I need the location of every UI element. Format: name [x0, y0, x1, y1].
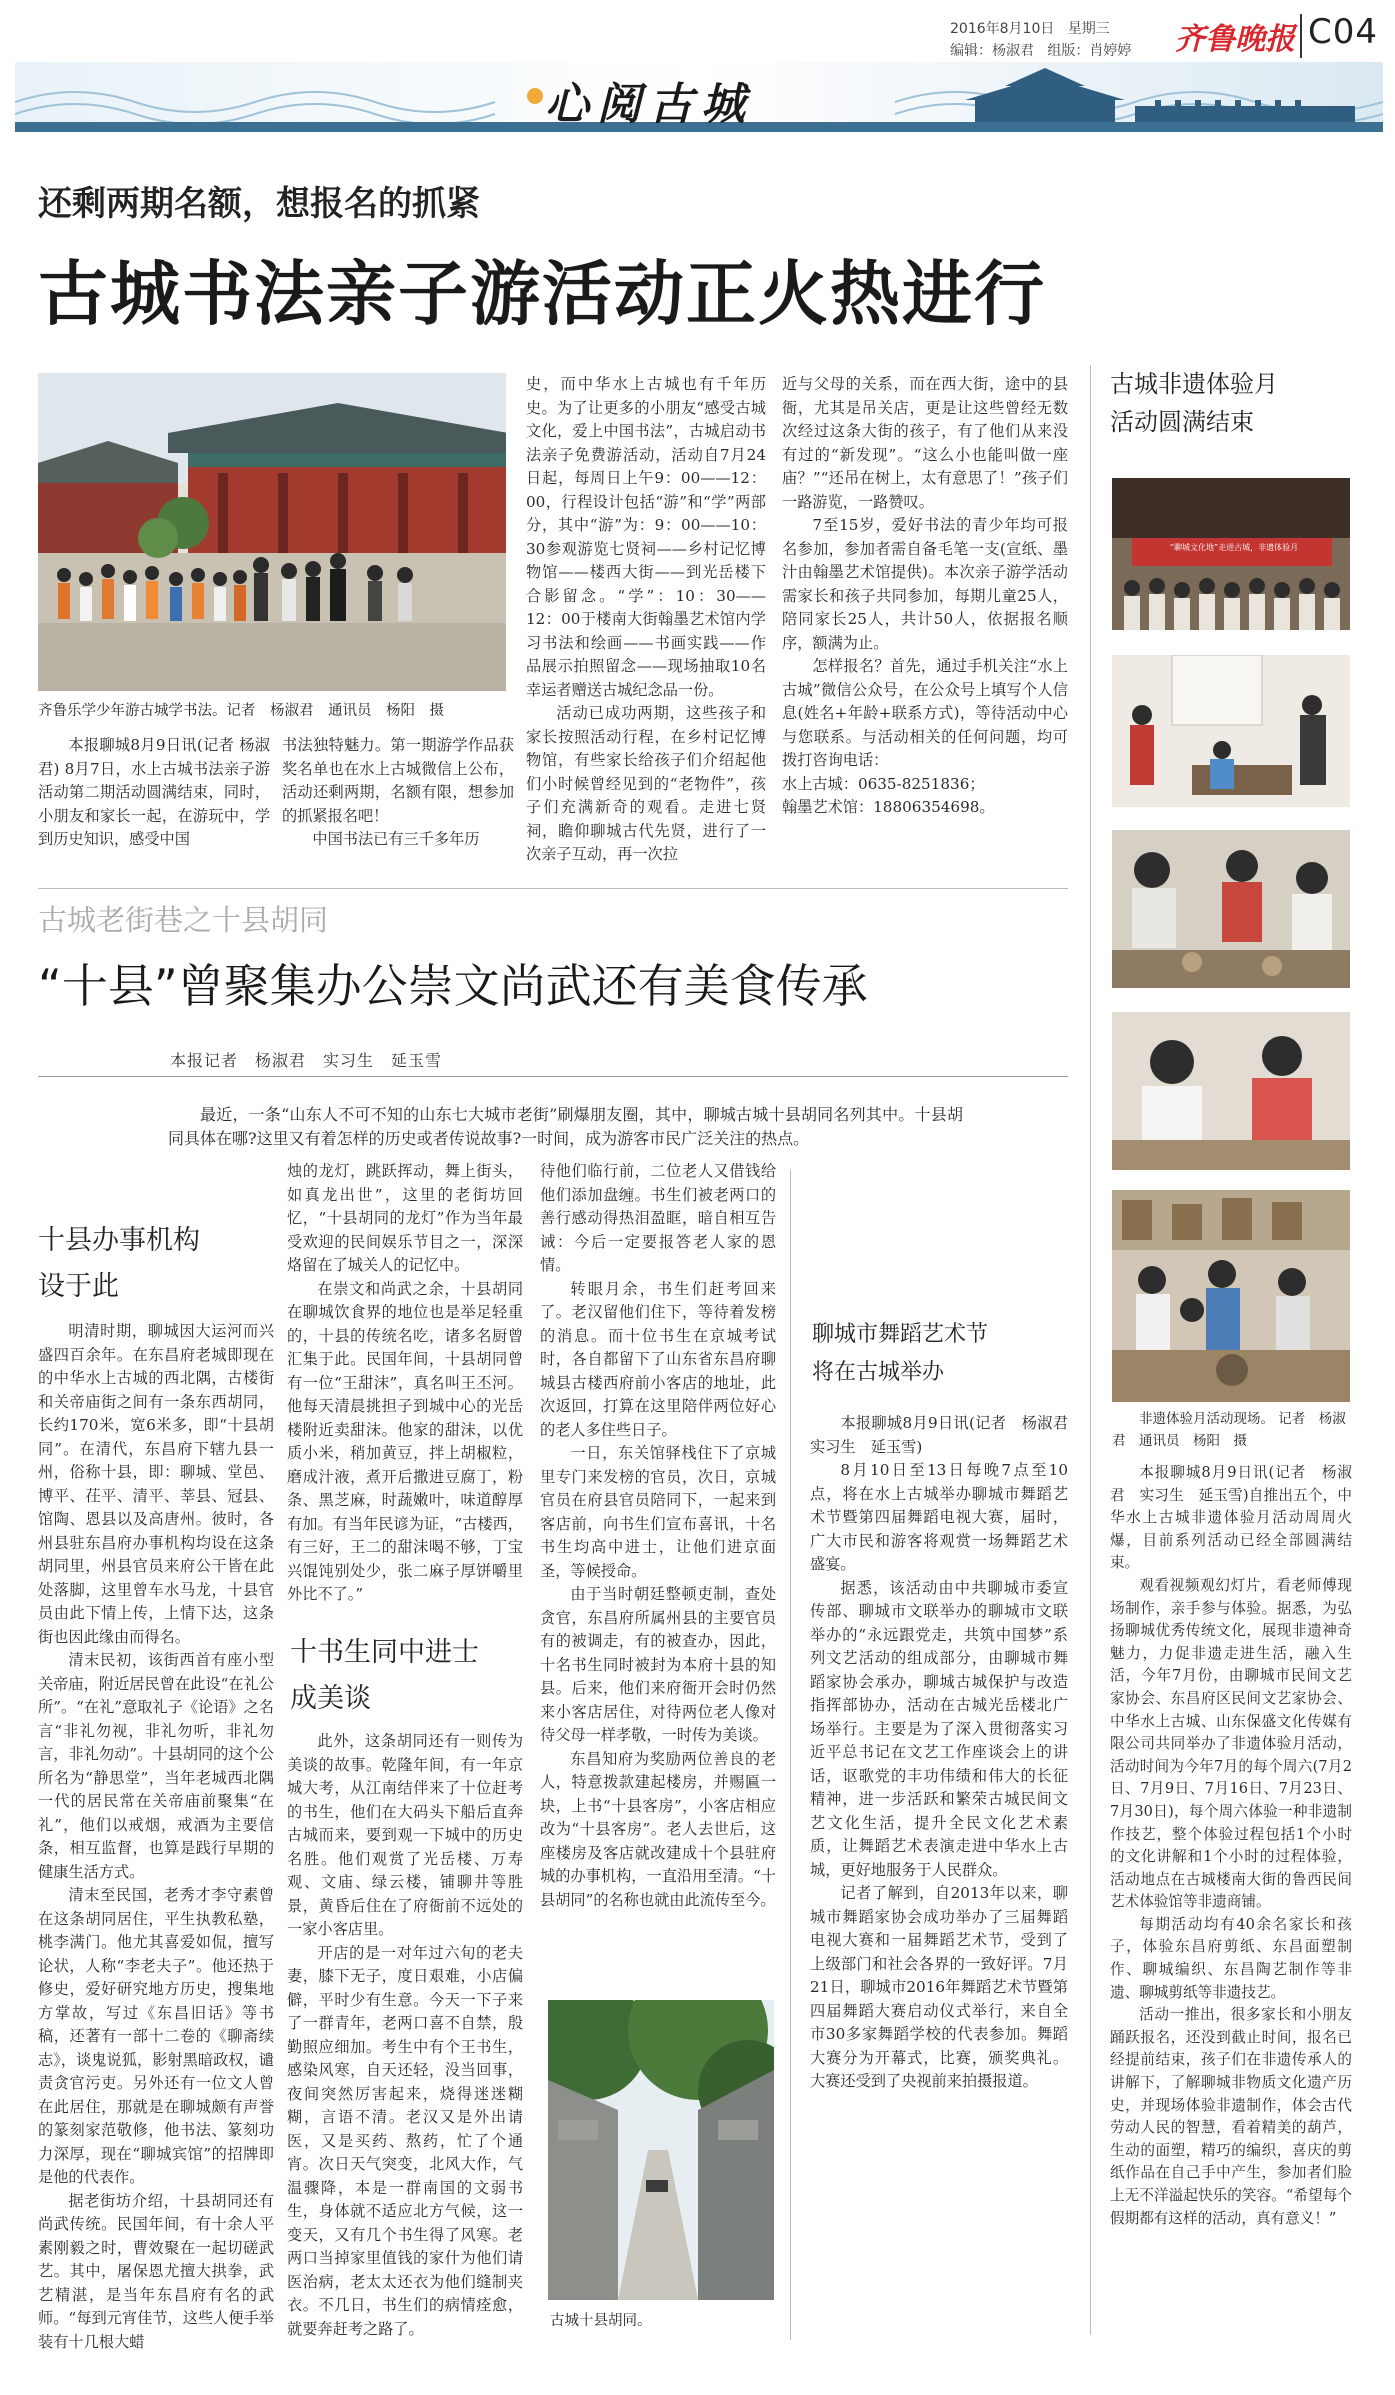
- sidebar-p1: [1110, 1462, 1352, 1575]
- section-divider: [38, 888, 1068, 889]
- sidebar-photo-1-art: [1112, 478, 1350, 630]
- third-headline: [812, 1316, 988, 1392]
- third-headline-line2: 将在古城举办: [812, 1360, 945, 1385]
- sidebar-p1-text: 自推出五个，中华水上古城非遗体验月活动周周火爆，目前系列活动已经全部圆满结束。: [1110, 1486, 1352, 1572]
- second-col-3: [540, 1160, 776, 1912]
- sidebar-p3: 每期活动均有40余名家长和孩子，体验东昌府剪纸、东昌面塑制作、聊城编织、东昌陶艺制作等非遗、聊城剪纸等非遗技艺。: [1110, 1915, 1352, 2001]
- lead-col1-para: [38, 734, 270, 852]
- lead-col2-p2: 中国书法已有三千多年历: [312, 830, 480, 848]
- third-byline: 本报聊城8月9日讯(记者 杨淑君 实习生 延玉雪): [810, 1414, 1084, 1456]
- second-lead-text: 最近，一条“山东人不可不知的山东七大城市老街”刷爆朋友圈，其中，聊城古城十县胡同名列其中。十县胡同具体在哪?这里又有着怎样的历史或者传说故事?一时间，成为游客市民广泛关注的热点。: [168, 1105, 963, 1148]
- sidebar-photo-3: [1112, 830, 1350, 988]
- sidebar-photo-4: [1112, 1012, 1350, 1170]
- subhead-2-line2: 成美谈: [290, 1683, 371, 1714]
- lead-photo-art: [38, 373, 506, 691]
- lead-col3-p2: 活动已成功两期，这些孩子和家长按照活动行程，在乡村记忆博物馆，有些家长给孩子们介绍起他们小时候曾经见到的“老物件”，孩子们充满新奇的观看。走进七贤祠，瞻仰聊城古代先贤，进行了一次亲子互动，再一次拉: [526, 704, 766, 863]
- c3-p4: 由于当时朝廷整顿吏制，查处贪官，东昌府所属州县的主要官员有的被调走，有的被查办，因此，十名书生同时被封为本府十县的知县。后来，他们来府衙开会时仍然来小客店居住，对待两位老人像对待父母一样孝敬，一时传为美谈。: [540, 1585, 776, 1744]
- second-col-1: [38, 1320, 274, 2354]
- alley-photo: [548, 2000, 774, 2300]
- alley-photo-art: [548, 2000, 774, 2300]
- sidebar-photo-caption: 非遗体验月活动现场。 记者 杨淑君 通讯员 杨阳 摄: [1112, 1411, 1346, 1449]
- sidebar-body: [1110, 1462, 1352, 2230]
- sidebar-p2: 观看视频观幻灯片，看老师傅现场制作，亲手参与体验。据悉，为弘扬聊城优秀传统文化，展现非遗神奇魅力，力促非遗走进生活，融入生活，今年7月份，由聊城市民间文艺家协会、东昌府区民间文艺家协会、中华水上古城、山东保盛文化传媒有限公司共同举办了非遗体验月活动，活动时间为今年7月的每个周六(7月2日、7月9日、7月16日、7月23日、7月30日)，每个周六体验一种非遗制作技艺，整个体验过程包括1个小时的文化讲解和1个小时的过程体验，活动地点在古城楼南大街的鲁西民间艺术体验馆等非遗商铺。: [1110, 1576, 1352, 1911]
- sidebar-photo-1: [1112, 478, 1350, 630]
- c3-p2: 转眼月余，书生们赶考回来了。老汉留他们住下，等待着发榜的消息。而十位书生在京城考试时，各自都留下了山东省东昌府聊城县古楼西府前小客店的地址，此次返回，打算在这里陪伴两位好心的老人多住些日子。: [540, 1279, 776, 1439]
- third-p0: [810, 1412, 1084, 1459]
- lead-photo-caption: 齐鲁乐学少年游古城学书法。记者 杨淑君 通讯员 杨阳 摄: [38, 703, 444, 719]
- lead-kicker: 还剩两期名额，想报名的抓紧: [38, 184, 480, 224]
- lead-col-4: [782, 373, 1068, 820]
- lead-col4-p3: 怎样报名？首先，通过手机关注“水上古城”微信公众号，在公众号上填写个人信息(姓名+年龄+联系方式)，等待活动中心与您联系。与活动相关的任何问题，均可拨打咨询电话：: [782, 657, 1068, 769]
- contact-2: 翰墨艺术馆：18806354698。: [782, 798, 995, 816]
- subhead-2-line1: 十书生同中进士: [290, 1637, 479, 1668]
- third-p3: 记者了解到，自2013年以来，聊城市舞蹈家协会成功举办了三届舞蹈电视大赛和一届舞蹈艺术节，受到了上级部门和社会各界的一致好评。7月21日，聊城市2016年舞蹈艺术节暨第四届舞蹈大赛启动仪式举行，来自全市30多家舞蹈学校的代表参加。舞蹈大赛分为开幕式，比赛，颁奖典礼。大赛还受到了央视前来拍摄报道。: [810, 1884, 1068, 2090]
- sidebar-photo-2-art: [1112, 655, 1350, 807]
- editor-line: [950, 40, 1131, 60]
- page-code: C04: [1308, 12, 1379, 52]
- c1-p1: 明清时期，聊城因大运河而兴盛四百余年。在东昌府老城即现在的中华水上古城的西北隅，古楼街和关帝庙街之间有一条东西胡同，长约170米，宽6米多，即“十县胡同”。在清代，东昌府下辖九县一州，俗称十县，即：聊城、堂邑、博平、茌平、清平、莘县、冠县、馆陶、恩县以及高唐州。彼时，各州县驻东昌府办事机构均设在这条胡同里，州县官员来府公干皆在此处落脚，这里曾车水马龙，十县官员由此下情上传，上情下达，这条街也因此缘由而得名。: [38, 1322, 274, 1646]
- lead-col3-p1: 史，而中华水上古城也有千年历史。为了让更多的小朋友“感受古城文化，爱上中国书法”，古城启动书法亲子免费游活动，活动自7月24日起，每周日上午9：00——12：00，行程设计包括“游”和“学”两部分，其中“游”为：9：00——10：30参观游览七贤祠——乡村记忆博物馆——楼西大街——到光岳楼下合影留念。“学”：10：30——12：00于楼南大街翰墨艺术馆内学习书法和绘画——书画实践——作品展示拍照留念——现场抽取10名幸运者赠送古城纪念品一份。: [526, 375, 766, 699]
- third-article-divider: [790, 1170, 791, 2340]
- paper-name-logo: 齐鲁晚报: [1175, 22, 1295, 57]
- lead-headline: 古城书法亲子游活动正火热进行: [38, 253, 1046, 335]
- sidebar-photo-5-art: [1112, 1190, 1350, 1402]
- lead-col-2: [282, 734, 514, 852]
- subhead-1-line1: 十县办事机构: [38, 1225, 200, 1256]
- second-lead: [168, 1103, 963, 1151]
- lead-col4-p1: 近与父母的关系，而在西大街，途中的县衙，尤其是吊关店，更是让这些曾经无数次经过这条大街的孩子，有了他们从来没有过的“新发现”。“这么小也能叫做一座庙？”“还吊在树上，太有意思了！”孩子们一路游览，一路赞叹。: [782, 375, 1068, 511]
- c3-p3: 一日，东关馆驿栈住下了京城里专门来发榜的官员，次日，京城官员在府县官员陪同下，一起来到客店前，向书生们宣布喜讯，十名书生均高中进士，让他们进京面圣，等候授命。: [540, 1444, 776, 1580]
- sidebar-photo-2: [1112, 655, 1350, 807]
- c1-p3: 清末至民国，老秀才李守素曾在这条胡同居住，平生执教私塾，桃李满门。他尤其喜爱如侃，擅写论状，人称“李老夫子”。他还热于修史，爱好研究地方历史，搜集地方掌故，写过《东昌旧话》等书稿，还著有一部十二卷的《聊斋续志》，谈鬼说狐，影射黑暗政权，谴责贪官污吏。另外还有一位文人曾在此居住，那就是在聊城颇有声誉的篆刻家范敬修，他书法、篆刻功力深厚，现在“聊城宾馆”的招牌即是他的代表作。: [38, 1886, 274, 2186]
- c2-p2: 在崇文和尚武之余，十县胡同在聊城饮食界的地位也是举足轻重的，十县的传统名吃，诸多名厨曾汇集于此。民国年间，十县胡同曾有一位“王甜沫”，真名叫王丕河。他每天清晨挑担子到城中心的光岳楼附近卖甜沫。他家的甜沫，以优质小米，稍加黄豆，拌上胡椒粒，磨成汁液，煮开后撒进豆腐丁，粉条、黑芝麻，时蔬嫩叶，味道醇厚有加。有当年民谚为证，“古楼西，有三好，王二的甜沫喝不够，丁宝兴馄饨别处少，张二麻子厚饼嚼里外比不了。”: [287, 1279, 523, 1603]
- lead-col1-text: 8月7日，水上古城书法亲子游活动第二期活动圆满结束，同时，小朋友和家长一起，在游玩中，学到历史知识，感受中国: [38, 759, 271, 848]
- lead-col2-p1: 书法独特魅力。第一期游学作品获奖名单也在水上古城微信上公布，活动还剩两期，名额有限，想参加的抓紧报名吧！: [282, 736, 514, 825]
- sidebar-divider: [1090, 365, 1091, 2335]
- second-kicker: 古城老街巷之十县胡同: [38, 903, 329, 937]
- sidebar-banner-text: “聊城文化地”走进古城，非遗体验月: [1169, 543, 1299, 552]
- issue-date: 2016年8月10日: [950, 21, 1055, 37]
- second-byline: 本报记者 杨淑君 实习生 延玉雪: [170, 1051, 443, 1070]
- third-body: [810, 1412, 1084, 2094]
- sidebar-byline: 本报聊城8月9日讯(记者 杨淑君 实习生 延玉雪): [1110, 1464, 1352, 1504]
- lead-col-3: [526, 373, 766, 867]
- lead-col-1: [38, 734, 270, 852]
- alley-photo-caption: 古城十县胡同。: [550, 2313, 652, 2329]
- byline-rule: [38, 1076, 1068, 1077]
- third-p2: 据悉，该活动由中共聊城市委宣传部、聊城市文联举办的聊城市文联举办的“永远跟党走，共筑中国梦”系列文艺活动的组成部分，由聊城市舞蹈家协会承办，聊城古城保护与改造指挥部协办，活动在古城光岳楼北广场举行。主要是为了深入贯彻落实习近平总书记在文艺工作座谈会上的讲话，讴歌党的丰功伟绩和伟大的长征精神，进一步活跃和繁荣古城民间文艺文化生活，提升全民文化艺术素质，让舞蹈艺术表演走进中华水上古城，更好地服务于人民群众。: [810, 1578, 1068, 1879]
- sidebar-title-line1: 古城非遗体验月: [1110, 370, 1278, 398]
- c2-p3: 此外，这条胡同还有一则传为美谈的故事。乾隆年间，有一年京城大考，从江南结伴来了十位赶考的书生，他们在大码头下船后直奔古城而来，要到观一下城中的历史名胜。他们观赏了光岳楼、万寿观、文庙、绿云楼，铺聊井等胜景，黄昏后住在了府衙前不远处的一家小客店里。: [287, 1732, 523, 1938]
- sidebar-photo-4-art: [1112, 1012, 1350, 1170]
- editor-name: 编辑：杨淑君: [950, 43, 1034, 59]
- subhead-1-line2: 设于此: [38, 1271, 119, 1302]
- subhead-1: [38, 1218, 200, 1310]
- c2-p1: 烛的龙灯，跳跃挥动，舞上街头，如真龙出世”，这里的老街坊回忆，“十县胡同的龙灯”作为当年最受欢迎的民间娱乐节目之一，深深烙留在了城关人的记忆中。: [287, 1162, 523, 1274]
- sidebar-photo-3-art: [1112, 830, 1350, 988]
- c1-p2: 清末民初，该街西首有座小型关帝庙，附近居民曾在此设“在礼公所”。“在礼”意取礼子《论语》之名言“非礼勿视，非礼勿听，非礼勿言，非礼勿动”。十县胡同的这个公所名为“静思堂”，当年老城西北隅一代的居民常在关帝庙前聚集“在礼”，他们以戒烟，戒酒为主要信条，相互监督，也算是践行早期的健康生活方式。: [38, 1651, 274, 1881]
- second-col-2a: [287, 1160, 523, 1607]
- sidebar-title-line2: 活动圆满结束: [1110, 408, 1254, 436]
- sidebar-p4: 活动一推出，很多家长和小朋友踊跃报名，还没到截止时间，报名已经提前结束，孩子们在非遗传承人的讲解下，了解聊城非物质文化遗产历史，并现场体验非遗制作，体会古代劳动人民的智慧，看着精美的葫芦，生动的面塑，精巧的编织，喜庆的剪纸作品在自己手中产生，参加者们脸上无不洋溢起快乐的笑容。“希望每个假期都有这样的活动，真有意义！”: [1110, 2006, 1352, 2227]
- c1-p4: 据老街坊介绍，十县胡同还有尚武传统。民国年间，有十余人平素刚毅之时，曹效聚在一起切磋武艺。其中，屠保恩尤擅大拱拳，武艺精湛，是当年东昌府有名的武师。“每到元宵佳节，这些人便手举装有十几根大蜡: [38, 2191, 274, 2351]
- sidebar-photo-5: [1112, 1190, 1350, 1402]
- subhead-2: [290, 1630, 479, 1722]
- second-col-2b: [287, 1730, 523, 2341]
- contact-1: 水上古城：0635-8251836；: [782, 774, 985, 793]
- section-title: 心阅古城: [545, 79, 753, 130]
- issue-date-line: [950, 18, 1110, 38]
- c2-p4: 开店的是一对年过六旬的老夫妻，膝下无子，度日艰难，小店偏僻，平时少有生意。今天一下子来了一群青年，老两口喜不自禁，殷勤照应细加。考生中有个王书生，感染风寒，自天还轻，没当回事，夜间突然厉害起来，烧得迷迷糊糊，言语不清。老汉又是外出请医，又是买药、熬药，忙了个通宵。次日天气突变，北风大作，气温骤降，本是一群南国的文弱书生，身体就不适应北方气候，这一变天，又有几个书生得了风寒。老两口当掉家里值钱的家什为他们请医治病，老太太还衣为他们缝制夹衣。不几日，书生们的病情痊愈，就要奔赶考之路了。: [287, 1943, 523, 2338]
- c3-p5: 东昌知府为奖励两位善良的老人，特意拨款建起楼房，并赐匾一块，上书“十县客房”，小客店相应改为“十县客房”。老人去世后，这座楼房及客店就改建成十个县驻府城的办事机构，一直沿用至清。“十县胡同”的名称也就由此流传至今。: [540, 1749, 776, 1909]
- third-headline-line1: 聊城市舞蹈艺术节: [812, 1322, 989, 1347]
- third-p1: 8月10日至13日每晚7点至10点，将在水上古城举办聊城市舞蹈艺术节暨第四届舞蹈电视大赛，届时，广大市民和游客将观赏一场舞蹈艺术盛宴。: [810, 1461, 1068, 1573]
- lead-photo: [38, 373, 506, 691]
- second-headline: “十县”曾聚集办公崇文尚武还有美食传承: [38, 959, 868, 1013]
- c3-p1: 待他们临行前，二位老人又借钱给他们添加盘缠。书生们被老两口的善行感动得热泪盈眶，暗自相互告诫：今后一定要报答老人家的恩情。: [540, 1162, 776, 1274]
- lead-byline: 本报聊城8月9日讯(记者 杨淑君): [38, 736, 270, 778]
- masthead-divider: [1300, 14, 1302, 58]
- lead-col4-p2: 7至15岁，爱好书法的青少年均可报名参加，参加者需自备毛笔一支(宣纸、墨汁由翰墨艺术馆提供)。本次亲子游学活动需家长和孩子共同参加，每期儿童25人，陪同家长25人，共计50人，依据报名顺序，额满为止。: [782, 516, 1068, 652]
- sidebar-title: [1110, 365, 1278, 441]
- issue-weekday: 星期三: [1067, 21, 1110, 37]
- layout-editor-name: 组版：肖婷婷: [1047, 43, 1132, 59]
